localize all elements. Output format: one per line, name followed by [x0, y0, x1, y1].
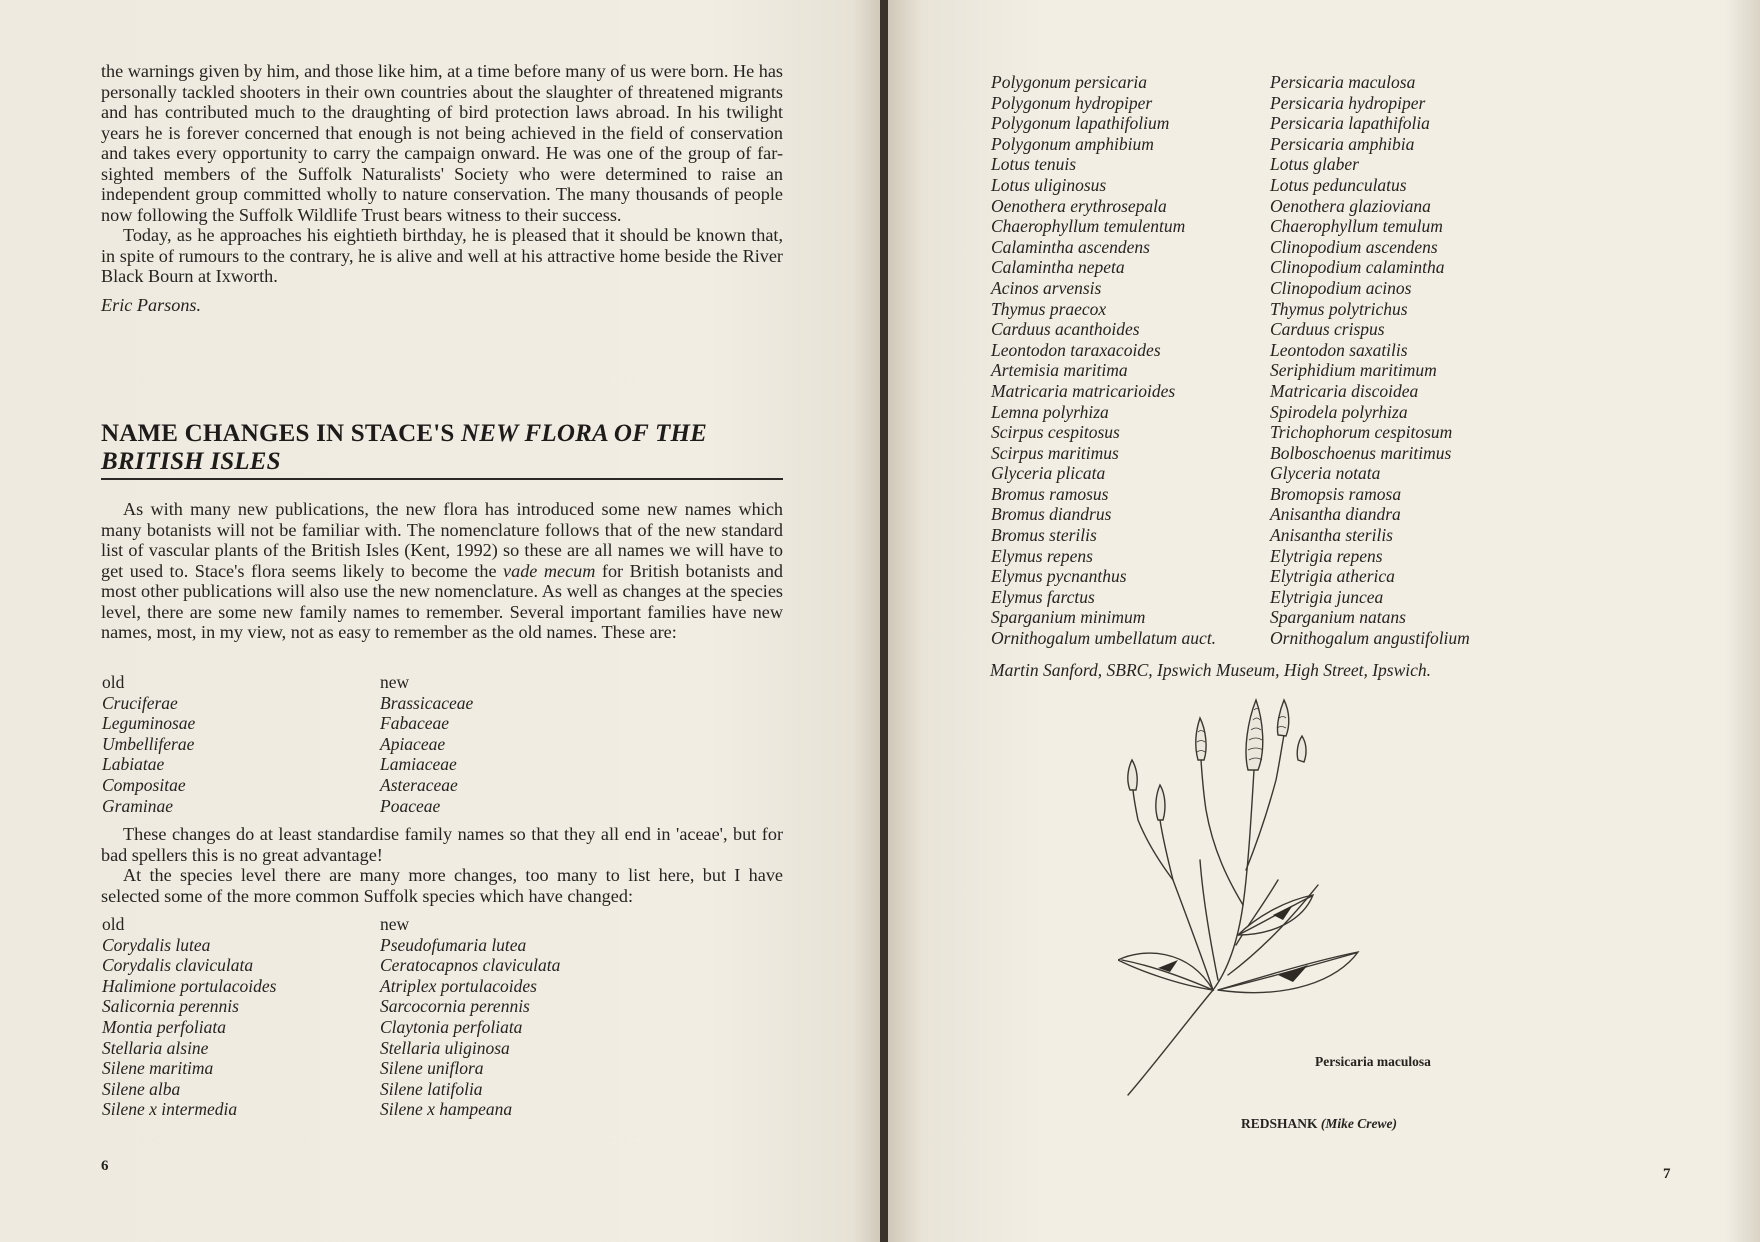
new-name: Carduus crispus	[1270, 319, 1385, 340]
flower-spike-2	[1196, 718, 1206, 760]
old-name: Polygonum amphibium	[991, 133, 1154, 154]
table-row	[991, 607, 1470, 628]
table-row	[991, 299, 1470, 320]
old-name: Elymus repens	[991, 545, 1093, 566]
new-name: Glyceria notata	[1270, 463, 1381, 484]
figure-caption	[1241, 1116, 1397, 1132]
new-name: Pseudofumaria lutea	[380, 934, 527, 955]
family-table	[102, 672, 473, 816]
new-name: Lotus pedunculatus	[1270, 174, 1407, 195]
species-table-header	[102, 914, 560, 935]
table-row	[991, 93, 1470, 114]
family-table-header	[102, 672, 473, 693]
new-name: Ceratocapnos claviculata	[380, 955, 561, 976]
new-name: Spirodela polyrhiza	[1270, 401, 1408, 422]
old-name: Glyceria plicata	[991, 463, 1106, 484]
old-name: Halimione portulacoides	[102, 975, 277, 996]
old-name: Leontodon taraxacoides	[991, 339, 1161, 360]
table-row	[102, 996, 560, 1017]
old-name: Calamintha nepeta	[991, 257, 1125, 278]
species-left-rows	[102, 935, 560, 1120]
table-row	[102, 955, 560, 976]
old-name: Bromus sterilis	[991, 525, 1097, 546]
old-name: Cruciferae	[102, 692, 178, 713]
table-row	[102, 775, 473, 796]
table-row	[991, 504, 1470, 525]
new-name: Clinopodium ascendens	[1270, 236, 1438, 257]
table-row	[991, 525, 1470, 546]
old-name: Thymus praecox	[991, 298, 1107, 319]
table-row	[102, 976, 560, 997]
old-name: Silene maritima	[102, 1058, 214, 1079]
new-name: Lotus glaber	[1270, 154, 1359, 175]
table-row	[102, 693, 473, 714]
new-name: Sparganium natans	[1270, 607, 1406, 628]
table-row	[991, 628, 1470, 649]
table-row	[991, 484, 1470, 505]
new-name: Chaerophyllum temulum	[1270, 216, 1443, 237]
new-name: Persicaria amphibia	[1270, 133, 1415, 154]
redshank-illustration	[1118, 690, 1488, 1110]
table-row	[991, 566, 1470, 587]
old-name: Acinos arvensis	[991, 277, 1102, 298]
main-stem	[1128, 770, 1254, 1095]
old-name: Labiatae	[102, 754, 165, 775]
author-line: Martin Sanford, SBRC, Ipswich Museum, High Street, Ipswich.	[990, 660, 1432, 680]
old-name: Montia perfoliata	[102, 1016, 226, 1037]
new-name: Bromopsis ramosa	[1270, 483, 1402, 504]
flower-spike-1	[1246, 700, 1263, 770]
old-name: Salicornia perennis	[102, 996, 239, 1017]
body-paragraph	[101, 499, 783, 643]
new-name: Matricaria discoidea	[1270, 380, 1419, 401]
species-table-left	[102, 914, 560, 1120]
flower-spike-6	[1297, 736, 1306, 762]
new-name: Leontodon saxatilis	[1270, 339, 1408, 360]
table-row	[991, 72, 1470, 93]
new-name: Silene x hampeana	[380, 1099, 513, 1120]
family-header-new: new	[380, 672, 410, 692]
table-row	[102, 1058, 560, 1079]
new-name: Elytrigia juncea	[1270, 586, 1384, 607]
old-name: Lemna polyrhiza	[991, 401, 1109, 422]
new-name: Lamiaceae	[380, 754, 457, 775]
old-name: Lotus tenuis	[991, 154, 1077, 175]
new-name: Claytonia perfoliata	[380, 1016, 523, 1037]
species-right-rows	[991, 72, 1470, 649]
new-name: Trichophorum cespitosum	[1270, 422, 1453, 443]
caption-credit: (Mike Crewe)	[1320, 1116, 1397, 1131]
new-name: Bolboschoenus maritimus	[1270, 442, 1452, 463]
old-name: Carduus acanthoides	[991, 319, 1140, 340]
table-row	[991, 257, 1470, 278]
title-italic: NEW FLORA OF THE BRITISH ISLES	[101, 420, 708, 475]
old-name: Polygonum hydropiper	[991, 92, 1153, 113]
table-row	[991, 319, 1470, 340]
new-name: Sarcocornia perennis	[380, 996, 530, 1017]
new-name: Silene uniflora	[380, 1058, 484, 1079]
new-name: Clinopodium acinos	[1270, 277, 1412, 298]
table-row	[102, 1038, 560, 1059]
illustration-label: Persicaria maculosa	[1315, 1054, 1431, 1069]
new-name: Clinopodium calamintha	[1270, 257, 1445, 278]
table-row	[991, 154, 1470, 175]
new-name: Anisantha diandra	[1270, 504, 1401, 525]
table-row	[102, 1017, 560, 1038]
intro-paragraph-2: Today, as he approaches his eightieth birthday, he is pleased that it should be known that, in spite of rumours to the contrary, he is alive and well at his attractive home beside the River Black Bourn at Ixworth.	[101, 225, 783, 286]
table-row	[991, 587, 1470, 608]
new-name: Apiaceae	[380, 733, 446, 754]
old-name: Chaerophyllum temulentum	[991, 216, 1186, 237]
new-name: Persicaria maculosa	[1270, 72, 1416, 92]
new-name: Persicaria hydropiper	[1270, 92, 1426, 113]
old-name: Sparganium minimum	[991, 607, 1146, 628]
table-row	[991, 463, 1470, 484]
table-row	[102, 734, 473, 755]
after-family-paragraph-1: These changes do at least standardise family names so that they all end in 'aceae', but for bad spellers this is no great advantage!	[101, 824, 783, 865]
table-row	[991, 546, 1470, 567]
signature: Eric Parsons.	[101, 294, 202, 315]
page-number-right: 7	[1663, 1166, 1671, 1182]
new-name: Elytrigia repens	[1270, 545, 1383, 566]
intro-text	[101, 61, 783, 315]
new-name: Silene latifolia	[380, 1078, 483, 1099]
page-number-left: 6	[101, 1158, 109, 1174]
old-name: Elymus pycnanthus	[991, 566, 1127, 587]
old-name: Corydalis lutea	[102, 934, 211, 955]
new-name: Thymus polytrichus	[1270, 298, 1408, 319]
table-row	[991, 175, 1470, 196]
old-name: Scirpus cespitosus	[991, 422, 1120, 443]
after-family-paragraph-2: At the species level there are many more changes, too many to list here, but I have selected some of the more common Suffolk species which have changed:	[101, 865, 783, 906]
new-name: Ornithogalum angustifolium	[1270, 628, 1470, 649]
table-row	[102, 713, 473, 734]
old-name: Stellaria alsine	[102, 1037, 209, 1058]
body-text	[101, 499, 783, 643]
table-row	[102, 1079, 560, 1100]
old-name: Polygonum lapathifolium	[991, 113, 1170, 134]
title-main: NAME CHANGES IN STACE'S	[101, 420, 461, 447]
table-row	[991, 278, 1470, 299]
table-row	[991, 422, 1470, 443]
species-table-right	[991, 72, 1470, 649]
old-name: Compositae	[102, 774, 186, 795]
new-name: Elytrigia atherica	[1270, 566, 1395, 587]
caption-main: REDSHANK	[1241, 1116, 1321, 1131]
old-name: Elymus farctus	[991, 586, 1095, 607]
new-name: Asteraceae	[380, 774, 458, 795]
old-name: Corydalis claviculata	[102, 955, 254, 976]
old-name: Leguminosae	[102, 713, 196, 734]
old-name: Bromus diandrus	[991, 504, 1112, 525]
old-name: Umbelliferae	[102, 733, 195, 754]
old-name: Ornithogalum umbellatum auct.	[991, 628, 1217, 649]
new-name: Brassicaceae	[380, 692, 474, 713]
old-name: Matricaria matricarioides	[991, 380, 1176, 401]
table-row	[991, 134, 1470, 155]
body-text-post: for British botanists and most other publications will also use the new nomenclature. As well as changes at the species level, there are some new family names to remember. Several important families have new names, most, in my view, not as easy to remember as the old names. These are:	[101, 560, 784, 642]
gutter-edge	[880, 0, 888, 1242]
table-row	[991, 340, 1470, 361]
body-text-italic: vade mecum	[503, 560, 596, 581]
new-name: Oenothera glazioviana	[1270, 195, 1431, 216]
old-name: Calamintha ascendens	[991, 236, 1150, 257]
old-name: Graminae	[102, 795, 173, 816]
old-name: Artemisia maritima	[991, 360, 1128, 381]
flower-spike-5	[1156, 785, 1165, 820]
table-row	[991, 216, 1470, 237]
after-family-text	[101, 824, 783, 906]
table-row	[991, 443, 1470, 464]
table-row	[102, 754, 473, 775]
old-name: Lotus uliginosus	[991, 174, 1107, 195]
new-name: Poaceae	[380, 795, 441, 816]
species-header-old: old	[102, 914, 125, 934]
old-name: Silene alba	[102, 1078, 181, 1099]
table-row	[991, 381, 1470, 402]
new-name: Atriplex portulacoides	[380, 975, 537, 996]
intro-paragraph-1: the warnings given by him, and those like him, at a time before many of us were born. He has personally tackled shooters in their own countries about the slaughter of threatened migrants and has contributed much to the draughting of bird protection laws abroad. In his twilight years he is forever concerned that enough is not being achieved in the field of conservation and takes every opportunity to carry the campaign onward. He was one of the group of far-sighted members of the Suffolk Naturalists' Society who were determined to raise an independent group committed wholly to nature conservation. The many thousands of people now following the Suffolk Wildlife Trust bears witness to their success.	[101, 61, 783, 225]
new-name: Anisantha sterilis	[1270, 525, 1393, 546]
table-row	[991, 196, 1470, 217]
table-row	[991, 360, 1470, 381]
table-row	[102, 796, 473, 817]
article-title	[101, 420, 783, 480]
old-name: Scirpus maritimus	[991, 442, 1119, 463]
old-name: Polygonum persicaria	[991, 72, 1148, 92]
old-name: Oenothera erythrosepala	[991, 195, 1167, 216]
body-text-pre: As with many new publications, the new flora has introduced some new names which many botanists will not be familiar with. The nomenclature follows that of the new standard list of vascular plants of the British Isles (Kent, 1992) so these are all names we will have to get used to. Stace's flora seems likely to become the	[101, 499, 783, 581]
old-name: Bromus ramosus	[991, 483, 1109, 504]
table-row	[102, 935, 560, 956]
new-name: Persicaria lapathifolia	[1270, 113, 1430, 134]
family-header-old: old	[102, 672, 125, 692]
old-name: Silene x intermedia	[102, 1099, 238, 1120]
new-name: Fabaceae	[380, 713, 449, 734]
table-row	[991, 237, 1470, 258]
new-name: Stellaria uliginosa	[380, 1037, 510, 1058]
table-row	[991, 113, 1470, 134]
table-row	[991, 402, 1470, 423]
table-row	[102, 1099, 560, 1120]
family-rows	[102, 693, 473, 817]
new-name: Seriphidium maritimum	[1270, 360, 1437, 381]
flower-spike-4	[1128, 760, 1137, 790]
species-header-new: new	[380, 914, 410, 934]
